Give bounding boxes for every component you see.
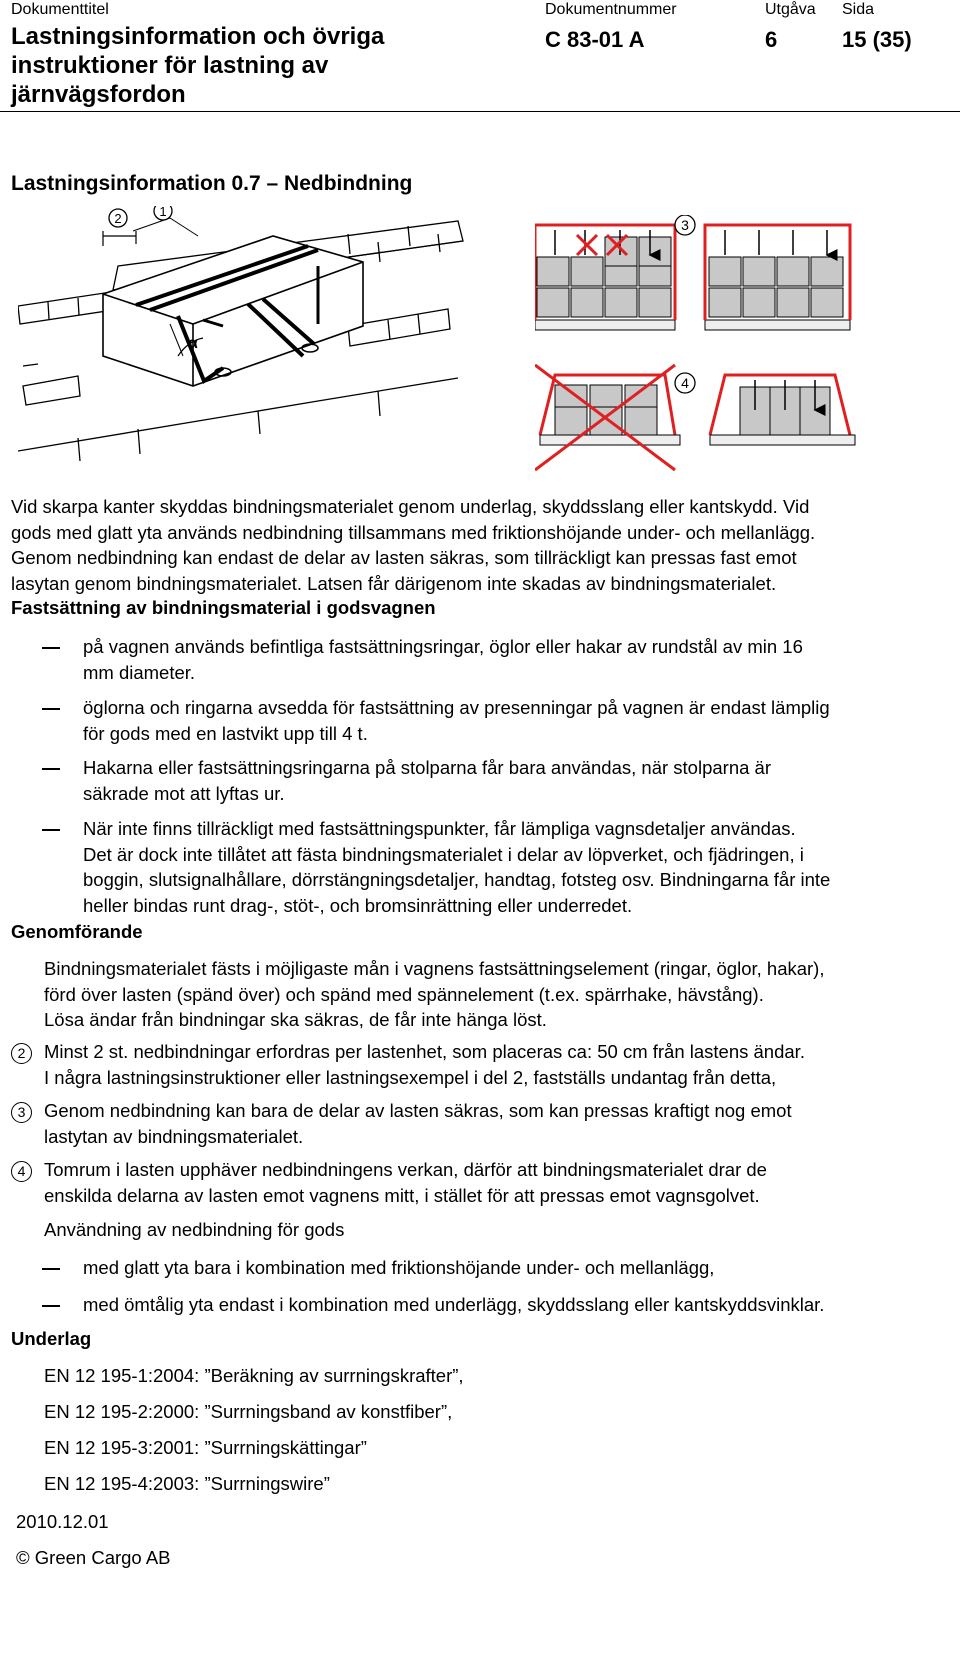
item-line: heller bindas runt drag-, stöt-, och bromsinrättning eller underredet. xyxy=(83,894,633,916)
angle-symbol: α xyxy=(188,335,198,352)
fastening-item xyxy=(83,755,771,806)
reference-item: EN 12 195-4:2003: ”Surrningswire” xyxy=(44,1473,330,1494)
page-value: 15 (35) xyxy=(842,27,912,52)
doc-title-line: instruktioner för lastning av xyxy=(11,52,329,79)
number-circle-2: 2 xyxy=(11,1043,32,1064)
edition-value: 6 xyxy=(765,27,778,52)
item-line: Det är dock inte tillåtet att fästa bindningsmaterialet i delar av löpverket, och fjädringen, i xyxy=(83,843,804,865)
list-dash xyxy=(42,708,60,710)
reference-heading: Underlag xyxy=(11,1328,92,1349)
number-circle-4: 4 xyxy=(11,1161,32,1182)
numbered-item xyxy=(44,1098,792,1149)
list-dash xyxy=(42,1305,60,1307)
execution-line: Bindningsmaterialet fästs i möjligaste mån i vagnens fastsättningselement (ringar, öglor, hakar), xyxy=(44,958,825,979)
fastening-heading: Fastsättning av bindningsmaterial i godsvagnen xyxy=(11,597,436,618)
doc-number: C 83-01 A xyxy=(545,27,645,52)
doc-title-line: järnvägsfordon xyxy=(11,81,186,108)
intro-line: Genom nedbindning kan endast de delar av lasten säkras, som tillräckligt kan pressas fast emot xyxy=(11,547,797,568)
numbered-item xyxy=(44,1039,805,1090)
header-rule xyxy=(0,111,960,112)
item-line: Hakarna eller fastsättningsringarna på stolparna får bara användas, när stolparna är xyxy=(83,757,771,778)
numbered-line: Tomrum i lasten upphäver nedbindningens verkan, därför att bindningsmaterialet drar de xyxy=(44,1159,767,1180)
edition-label: Utgåva xyxy=(765,1,816,18)
intro-paragraph xyxy=(11,494,815,596)
execution-line: förd över lasten (spänd över) och spänd med spännelement (t.ex. spärrhake, hävstång). xyxy=(44,983,764,1005)
reference-item: EN 12 195-1:2004: ”Beräkning av surrningskrafter”, xyxy=(44,1365,464,1386)
numbered-line: I några lastningsinstruktioner eller lastningsexempel i del 2, fastställs undantag från detta, xyxy=(44,1066,777,1088)
item-line: öglorna och ringarna avsedda för fastsättning av presenningar på vagnen är endast lämplig xyxy=(83,697,830,718)
execution-heading: Genomförande xyxy=(11,921,143,942)
numbered-line: Minst 2 st. nedbindningar erfordras per lastenhet, som placeras ca: 50 cm från lastens ändar. xyxy=(44,1041,805,1062)
marker-3: 3 xyxy=(681,217,689,233)
marker-4: 4 xyxy=(681,375,689,391)
intro-line: lasytan genom bindningsmaterialet. Latsen får därigenom inte skadas av bindningsmaterialet. xyxy=(11,572,777,594)
usage-item: med ömtålig yta endast i kombination med underlägg, skyddsslang eller kantskyddsvinklar. xyxy=(83,1294,825,1315)
reference-item: EN 12 195-3:2001: ”Surrningskättingar” xyxy=(44,1437,367,1458)
list-dash xyxy=(42,1268,60,1270)
fastening-item xyxy=(83,816,830,918)
item-line: på vagnen används befintliga fastsättningsringar, öglor eller hakar av rundstål av min 16 xyxy=(83,636,803,657)
reference-item: EN 12 195-2:2000: ”Surrningsband av konstfiber”, xyxy=(44,1401,453,1422)
usage-heading: Användning av nedbindning för gods xyxy=(44,1219,345,1240)
item-line: När inte finns tillräckligt med fastsättningspunkter, får lämpliga vagnsdetaljer användas. xyxy=(83,818,796,839)
numbered-item xyxy=(44,1157,767,1208)
item-line: boggin, slutsignalhållare, dörrstängningsdetaljer, handtag, fotsteg osv. Bindningarna får inte xyxy=(83,869,831,890)
list-dash xyxy=(42,829,60,831)
tiedown-examples-diagram xyxy=(535,215,915,495)
page-label: Sida xyxy=(842,1,875,18)
doc-number-label: Dokumentnummer xyxy=(545,1,677,18)
item-line: säkrade mot att lyftas ur. xyxy=(83,782,285,804)
marker-1: 1 xyxy=(159,206,167,219)
usage-item: med glatt yta bara i kombination med friktionshöjande under- och mellanlägg, xyxy=(83,1257,715,1278)
doc-title xyxy=(11,22,384,109)
intro-line: gods med glatt yta används nedbindning tillsammans med friktionshöjande under- och mellanlägg. xyxy=(11,521,816,543)
intro-line: Vid skarpa kanter skyddas bindningsmaterialet genom underlag, skyddsslang eller kantskydd. Vid xyxy=(11,496,810,517)
numbered-line: enskilda delarna av lasten emot vagnens mitt, i stället för att pressas emot vagnsgolvet. xyxy=(44,1184,760,1206)
doc-title-label: Dokumenttitel xyxy=(11,1,109,18)
fastening-item xyxy=(83,634,803,685)
numbered-line: Genom nedbindning kan bara de delar av lasten säkras, som kan pressas kraftigt nog emot xyxy=(44,1100,792,1121)
marker-2: 2 xyxy=(114,211,122,226)
list-dash xyxy=(42,768,60,770)
lashing-diagram xyxy=(18,206,478,466)
doc-title-line: Lastningsinformation och övriga xyxy=(11,23,385,50)
execution-line: Lösa ändar från bindningar ska säkras, de får inte hänga löst. xyxy=(44,1009,547,1030)
item-line: för gods med en lastvikt upp till 4 t. xyxy=(83,722,368,744)
item-line: mm diameter. xyxy=(83,661,196,683)
execution-paragraph xyxy=(44,956,824,1033)
section-title: Lastningsinformation 0.7 – Nedbindning xyxy=(11,172,413,195)
numbered-line: lastytan av bindningsmaterialet. xyxy=(44,1125,304,1147)
footer-date: 2010.12.01 xyxy=(16,1511,109,1532)
fastening-item xyxy=(83,695,830,746)
number-circle-3: 3 xyxy=(11,1102,32,1123)
footer-copyright: © Green Cargo AB xyxy=(16,1547,171,1568)
list-dash xyxy=(42,647,60,649)
